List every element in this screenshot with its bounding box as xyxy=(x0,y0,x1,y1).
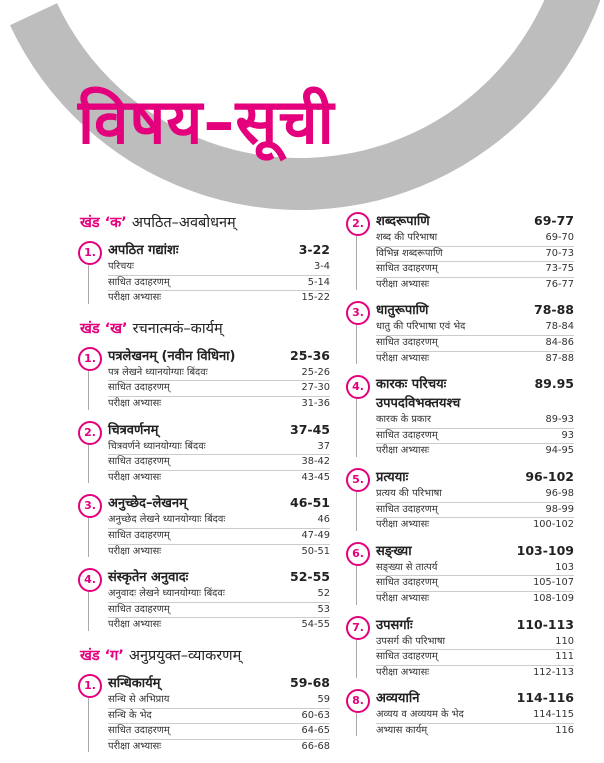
chapter-heading-row xyxy=(376,375,574,413)
subitem-label: परीक्षा अभ्यासः xyxy=(108,619,162,631)
toc-subitem[interactable] xyxy=(376,278,574,293)
chapter-number-badge: 5. xyxy=(346,468,370,492)
chapter-heading-row xyxy=(108,674,330,693)
chapter-pages: 78-88 xyxy=(534,302,574,318)
toc-subitem[interactable] xyxy=(108,471,330,486)
toc-subitem[interactable] xyxy=(376,320,574,336)
subitem-label: साधित उदाहरणम् xyxy=(376,263,438,275)
subitem-pages: 38-42 xyxy=(301,456,330,468)
subitem-pages: 59 xyxy=(317,693,330,705)
subitem-label: परीक्षा अभ्यासः xyxy=(376,278,430,290)
toc-subitem[interactable] xyxy=(108,291,330,306)
subitem-label: अभ्यास कार्यम् xyxy=(376,724,428,736)
chapter-heading-row xyxy=(376,689,574,708)
chapter-title: अनुच्छेद–लेखनम् xyxy=(108,496,187,512)
chapter-connector-line xyxy=(356,640,357,679)
chapter-pages: 96-102 xyxy=(525,468,574,484)
toc-subitem[interactable] xyxy=(108,693,330,709)
section-prefix: खंड ‘ख’ xyxy=(80,320,128,337)
subitem-label: अव्यय व अव्ययम के भेद xyxy=(376,709,464,721)
chapter-connector-line xyxy=(356,713,357,736)
subitem-pages: 53 xyxy=(317,603,330,615)
toc-subitem[interactable] xyxy=(376,576,574,592)
chapter-pages: 69-77 xyxy=(534,213,574,228)
toc-chapter[interactable] xyxy=(76,347,330,412)
chapter-pages: 37-45 xyxy=(290,421,330,437)
toc-chapter[interactable] xyxy=(344,301,574,366)
subitem-label: धातु की परिभाषा एवं भेद xyxy=(376,321,466,333)
chapter-heading-row xyxy=(376,542,574,561)
section-heading xyxy=(80,214,330,232)
subitem-label: प्रत्यय की परिभाषा xyxy=(376,487,442,499)
subitem-pages: 69-70 xyxy=(545,232,574,243)
subitem-label: कारक के प्रकार xyxy=(376,414,431,426)
toc-subitem[interactable] xyxy=(376,518,574,533)
chapter-pages: 25-36 xyxy=(290,347,330,363)
chapter-title: प्रत्ययाः xyxy=(376,469,409,485)
chapter-number-badge: 7. xyxy=(346,616,370,640)
chapter-heading-row xyxy=(376,301,574,320)
subitem-label: साधित उदाहरणम् xyxy=(108,276,170,288)
toc-subitem[interactable] xyxy=(108,366,330,382)
toc-subitem[interactable] xyxy=(376,561,574,577)
subitem-label: अनुवादः लेखने ध्यानयोग्याः बिंदवः xyxy=(108,588,225,600)
toc-subitem[interactable] xyxy=(108,397,330,412)
chapter-heading-row xyxy=(376,212,574,231)
subitem-pages: 64-65 xyxy=(301,725,330,737)
chapter-title: कारकः परिचयः उपपदविभक्तयश्च xyxy=(376,377,461,412)
chapter-pages: 46-51 xyxy=(290,495,330,511)
subitem-pages: 108-109 xyxy=(533,592,574,604)
page-title: विषय–सूची xyxy=(78,85,335,158)
chapter-connector-line xyxy=(88,265,89,304)
chapter-title: शब्दरूपाणि xyxy=(376,214,430,229)
subitem-label: सन्धि से अभिप्राय xyxy=(108,693,170,705)
toc-subitem[interactable] xyxy=(376,247,574,263)
subitem-pages: 103 xyxy=(555,561,574,573)
chapter-pages: 103-109 xyxy=(516,542,574,558)
chapter-connector-line xyxy=(88,518,89,557)
subitem-label: शब्द की परिभाषा xyxy=(376,232,438,243)
subitem-pages: 78-84 xyxy=(545,321,574,333)
chapter-pages: 52-55 xyxy=(290,569,330,585)
section-heading xyxy=(80,320,330,338)
subitem-pages: 111 xyxy=(555,651,574,663)
subitem-label: परीक्षा अभ्यासः xyxy=(376,666,430,678)
toc-subitem[interactable] xyxy=(376,724,574,739)
subitem-pages: 3-4 xyxy=(313,261,330,272)
chapter-number-badge: 8. xyxy=(346,689,370,713)
subitem-label: साधित उदाहरणम् xyxy=(376,336,438,348)
toc-chapter[interactable] xyxy=(76,421,330,486)
subitem-pages: 52 xyxy=(317,588,330,600)
subitem-pages: 96-98 xyxy=(545,487,574,499)
toc-chapter[interactable] xyxy=(344,468,574,533)
chapter-number-badge: 1. xyxy=(78,241,102,265)
subitem-label: साधित उदाहरणम् xyxy=(376,577,438,589)
chapter-connector-line xyxy=(356,236,357,290)
toc-chapter[interactable] xyxy=(344,375,574,459)
chapter-heading-row xyxy=(376,616,574,635)
subitem-label: परीक्षा अभ्यासः xyxy=(108,545,162,557)
toc-chapter[interactable] xyxy=(344,542,574,607)
toc-subitem[interactable] xyxy=(376,262,574,278)
chapter-connector-line xyxy=(356,325,357,364)
subitem-pages: 73-75 xyxy=(545,263,574,275)
subitem-label: चित्रवर्णने ध्यानयोग्याः बिंदवः xyxy=(108,440,206,452)
chapter-connector-line xyxy=(356,399,357,457)
toc-subitem[interactable] xyxy=(108,455,330,471)
chapter-heading-row xyxy=(108,568,330,587)
section-name: रचनात्मकं–कार्यम् xyxy=(132,320,223,337)
subitem-pages: 94-95 xyxy=(545,445,574,457)
subitem-label: परीक्षा अभ्यासः xyxy=(376,352,430,364)
toc-subitem[interactable] xyxy=(108,545,330,560)
chapter-connector-line xyxy=(88,698,89,752)
toc-subitem[interactable] xyxy=(108,603,330,619)
subitem-label: सङ्ख्या से तात्पर्य xyxy=(376,561,438,573)
chapter-connector-line xyxy=(356,566,357,605)
section-name: अपठित–अवबोधनम् xyxy=(131,215,236,231)
subitem-label: साधित उदाहरणम् xyxy=(108,603,170,615)
subitem-pages: 76-77 xyxy=(545,278,574,290)
section-heading xyxy=(80,647,330,665)
toc-subitem[interactable] xyxy=(376,231,574,247)
subitem-pages: 50-51 xyxy=(301,545,330,557)
subitem-pages: 112-113 xyxy=(533,666,574,678)
toc-chapter[interactable] xyxy=(76,241,330,306)
subitem-pages: 114-115 xyxy=(533,709,574,721)
chapter-connector-line xyxy=(88,371,89,410)
subitem-pages: 89-93 xyxy=(545,414,574,426)
chapter-connector-line xyxy=(356,492,357,531)
chapter-heading-row xyxy=(108,347,330,366)
toc-chapter[interactable] xyxy=(76,568,330,633)
subitem-pages: 25-26 xyxy=(301,366,330,378)
subitem-label: साधित उदाहरणम् xyxy=(108,456,170,468)
subitem-pages: 66-68 xyxy=(301,740,330,752)
chapter-title: सङ्ख्या xyxy=(376,543,412,559)
subitem-pages: 27-30 xyxy=(301,382,330,394)
toc-subitem[interactable] xyxy=(376,708,574,724)
chapter-pages: 59-68 xyxy=(290,674,330,690)
toc-subitem[interactable] xyxy=(376,635,574,651)
chapter-connector-line xyxy=(88,592,89,631)
toc-chapter[interactable] xyxy=(344,689,574,738)
subitem-label: परीक्षा अभ्यासः xyxy=(376,592,430,604)
chapter-title: पत्रलेखनम् (नवीन विधिना) xyxy=(108,348,236,364)
chapter-heading-row xyxy=(108,494,330,513)
chapter-title: चित्रवर्णनम् xyxy=(108,422,159,438)
chapter-heading-row xyxy=(108,241,330,260)
subitem-label: साधित उदाहरणम् xyxy=(108,529,170,541)
toc-subitem[interactable] xyxy=(376,487,574,503)
subitem-pages: 5-14 xyxy=(307,276,330,288)
chapter-number-badge: 1. xyxy=(78,347,102,371)
subitem-pages: 15-22 xyxy=(301,292,330,304)
subitem-pages: 105-107 xyxy=(533,577,574,589)
subitem-pages: 110 xyxy=(555,635,574,647)
toc-subitem[interactable] xyxy=(108,529,330,545)
subitem-label: साधित उदाहरणम् xyxy=(108,382,170,394)
toc-subitem[interactable] xyxy=(376,503,574,519)
toc-subitem[interactable] xyxy=(108,260,330,276)
subitem-label: पत्र लेखने ध्यानयोग्याः बिंदवः xyxy=(108,366,208,378)
toc-chapter[interactable] xyxy=(76,494,330,559)
toc-chapter[interactable] xyxy=(344,616,574,681)
chapter-number-badge: 1. xyxy=(78,674,102,698)
subitem-label: परिचयः xyxy=(108,261,134,272)
subitem-pages: 100-102 xyxy=(533,519,574,531)
chapter-heading-row xyxy=(376,468,574,487)
toc-subitem[interactable] xyxy=(376,429,574,445)
subitem-label: साधित उदाहरणम् xyxy=(376,503,438,515)
chapter-number-badge: 6. xyxy=(346,542,370,566)
subitem-label: साधित उदाहरणम् xyxy=(376,651,438,663)
chapter-title: उपसर्गाः xyxy=(376,617,413,633)
toc-subitem[interactable] xyxy=(108,381,330,397)
toc-subitem[interactable] xyxy=(108,740,330,755)
toc-subitem[interactable] xyxy=(108,276,330,292)
subitem-pages: 84-86 xyxy=(545,336,574,348)
subitem-label: परीक्षा अभ्यासः xyxy=(108,471,162,483)
subitem-label: परीक्षा अभ्यासः xyxy=(376,445,430,457)
toc-subitem[interactable] xyxy=(108,587,330,603)
subitem-pages: 47-49 xyxy=(301,529,330,541)
subitem-pages: 93 xyxy=(561,429,574,441)
subitem-label: परीक्षा अभ्यासः xyxy=(108,292,162,304)
chapter-number-badge: 3. xyxy=(346,301,370,325)
toc-subitem[interactable] xyxy=(376,444,574,459)
subitem-pages: 54-55 xyxy=(301,619,330,631)
subitem-pages: 116 xyxy=(555,724,574,736)
toc-chapter[interactable] xyxy=(76,674,330,754)
chapter-number-badge: 4. xyxy=(78,568,102,592)
subitem-pages: 46 xyxy=(317,514,330,526)
chapter-number-badge: 3. xyxy=(78,494,102,518)
toc-subitem[interactable] xyxy=(108,724,330,740)
chapter-pages: 114-116 xyxy=(516,690,574,706)
toc-chapter[interactable] xyxy=(344,212,574,292)
subitem-label: परीक्षा अभ्यासः xyxy=(108,740,162,752)
toc-subitem[interactable] xyxy=(376,336,574,352)
chapter-title: अपठित गद्यांशः xyxy=(108,243,179,258)
chapter-number-badge: 2. xyxy=(346,212,370,236)
section-prefix: खंड ‘ग’ xyxy=(80,647,124,664)
subitem-pages: 87-88 xyxy=(545,352,574,364)
chapter-connector-line xyxy=(88,445,89,484)
chapter-pages: 110-113 xyxy=(516,616,574,632)
subitem-label: सन्धि के भेद xyxy=(108,709,152,721)
subitem-label: परीक्षा अभ्यासः xyxy=(376,519,430,531)
toc-subitem[interactable] xyxy=(376,352,574,367)
subitem-label: उपसर्ग की परिभाषा xyxy=(376,635,446,647)
section-name: अनुप्रयुक्त–व्याकरणम् xyxy=(128,647,242,664)
chapter-pages: 89.95 xyxy=(534,376,574,392)
toc-subitem[interactable] xyxy=(376,592,574,607)
toc-right-column xyxy=(344,212,574,747)
subitem-pages: 43-45 xyxy=(301,471,330,483)
toc-left-column xyxy=(76,214,330,763)
chapter-title: संस्कृतेन अनुवादः xyxy=(108,570,189,586)
toc-subitem[interactable] xyxy=(376,666,574,681)
subitem-pages: 98-99 xyxy=(545,503,574,515)
toc-subitem[interactable] xyxy=(108,440,330,456)
subitem-label: साधित उदाहरणम् xyxy=(108,725,170,737)
subitem-pages: 31-36 xyxy=(301,397,330,409)
subitem-pages: 37 xyxy=(317,440,330,452)
subitem-pages: 60-63 xyxy=(301,709,330,721)
chapter-heading-row xyxy=(108,421,330,440)
subitem-label: परीक्षा अभ्यासः xyxy=(108,397,162,409)
subitem-label: अनुच्छेद लेखने ध्यानयोग्याः बिंदवः xyxy=(108,514,226,526)
chapter-title: अव्ययानि xyxy=(376,691,420,707)
subitem-pages: 70-73 xyxy=(545,247,574,259)
toc-subitem[interactable] xyxy=(376,650,574,666)
chapter-title: सन्धिकार्यम् xyxy=(108,675,161,691)
chapter-number-badge: 2. xyxy=(78,421,102,445)
toc-subitem[interactable] xyxy=(108,709,330,725)
section-prefix: खंड ‘क’ xyxy=(80,215,127,231)
chapter-title: धातुरूपाणि xyxy=(376,303,429,319)
chapter-pages: 3-22 xyxy=(298,242,330,257)
chapter-number-badge: 4. xyxy=(346,375,370,399)
toc-subitem[interactable] xyxy=(108,513,330,529)
subitem-label: विभिन्न शब्दरूपाणि xyxy=(376,247,443,259)
toc-subitem[interactable] xyxy=(108,618,330,633)
subitem-label: साधित उदाहरणम् xyxy=(376,429,438,441)
toc-subitem[interactable] xyxy=(376,413,574,429)
